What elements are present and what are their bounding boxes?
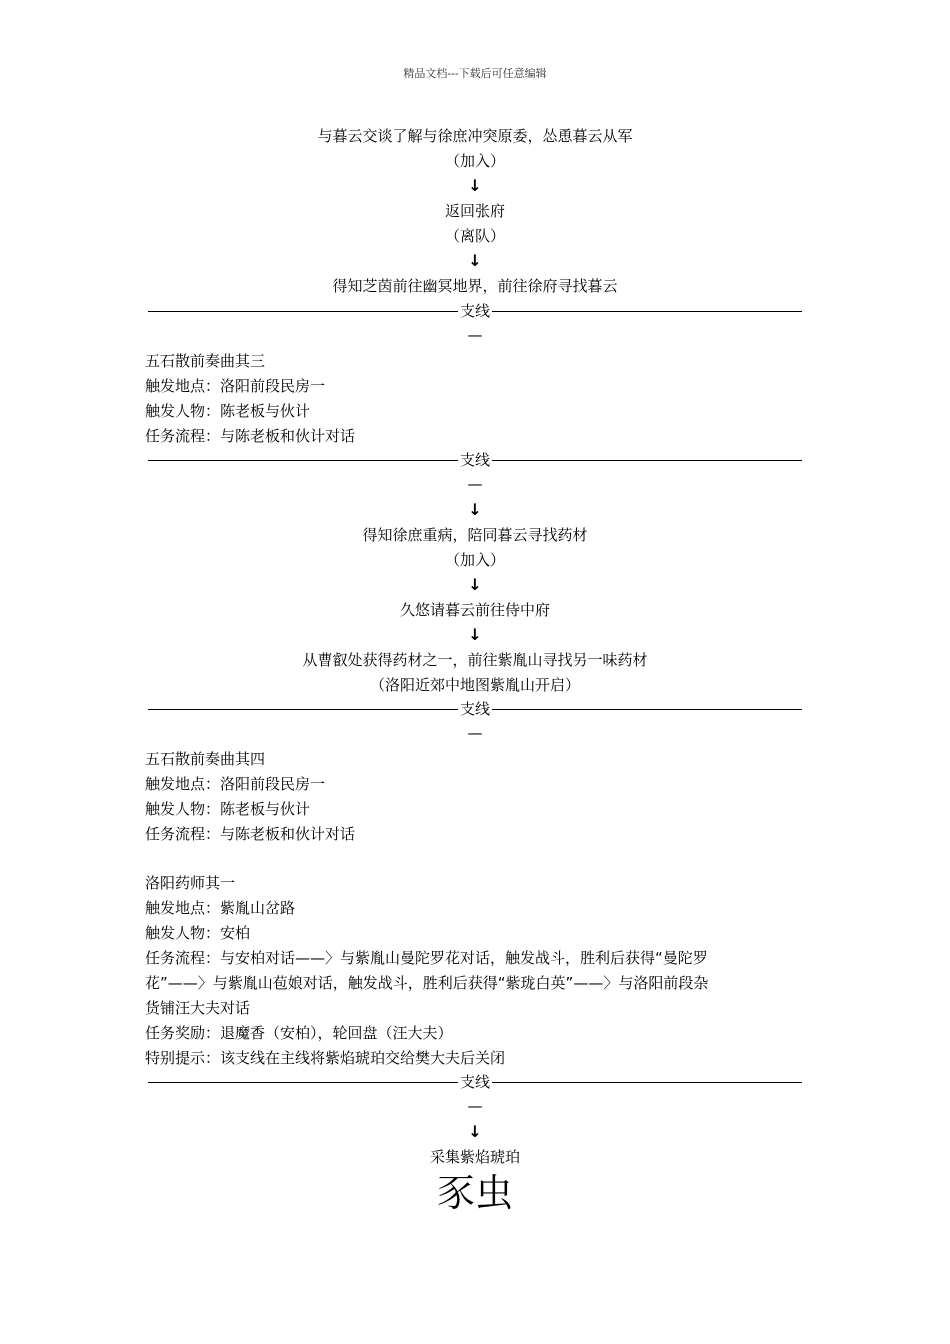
page-header: 精品文档---下载后可任意编辑 (403, 67, 547, 80)
quest-process: 花”——〉与紫胤山苞娘对话，触发战斗，胜利后获得“紫珑白英”——〉与洛阳前段杂 (145, 974, 709, 992)
flow-note: （离队） (444, 227, 505, 245)
divider-rule (492, 709, 802, 710)
quest-process: 任务流程：与安柏对话——〉与紫胤山曼陀罗花对话，触发战斗，胜利后获得“曼陀罗 (145, 949, 708, 967)
flow-step: 久悠请暮云前往侍中府 (399, 601, 550, 619)
quest-npc: 触发人物：陈老板与伙计 (145, 402, 311, 420)
divider-tail: — (467, 475, 483, 493)
divider-label: 支线 (460, 1073, 491, 1091)
divider-rule (492, 311, 802, 312)
quest-process: 任务流程：与陈老板和伙计对话 (145, 825, 356, 843)
divider-tail: — (467, 724, 483, 742)
divider-label: 支线 (460, 302, 491, 320)
divider-rule (148, 460, 458, 461)
quest-reward: 任务奖励：退魔香（安柏），轮回盘（汪大夫） (145, 1024, 453, 1042)
quest-location: 触发地点：紫胤山岔路 (145, 899, 296, 917)
quest-title: 五石散前奏曲其四 (145, 750, 266, 768)
quest-location: 触发地点：洛阳前段民房一 (145, 377, 326, 395)
divider-rule (492, 1082, 802, 1083)
flow-step: 得知芝茵前往幽冥地界，前往徐府寻找暮云 (332, 277, 618, 295)
quest-process: 任务流程：与陈老板和伙计对话 (145, 427, 356, 445)
flow-step: 采集紫焰琥珀 (429, 1148, 520, 1166)
divider-tail: — (467, 326, 483, 344)
flow-step: 返回张府 (444, 202, 505, 220)
flow-note: （加入） (444, 551, 505, 569)
divider-tail: — (467, 1097, 483, 1115)
down-arrow-icon: ↓ (468, 251, 482, 270)
quest-title: 五石散前奏曲其三 (145, 352, 266, 370)
flow-note: （加入） (444, 152, 505, 170)
quest-npc: 触发人物：陈老板与伙计 (145, 800, 311, 818)
divider-rule (148, 709, 458, 710)
flow-step: 得知徐庶重病，陪同暮云寻找药材 (362, 526, 588, 544)
down-arrow-icon: ↓ (468, 1122, 482, 1141)
down-arrow-icon: ↓ (468, 500, 482, 519)
divider-label: 支线 (460, 451, 491, 469)
quest-title: 洛阳药师其一 (145, 874, 236, 892)
divider-rule (148, 311, 458, 312)
branch-divider (148, 699, 802, 719)
branch-divider (148, 1072, 802, 1092)
large-heading: 豕虫 (436, 1171, 513, 1215)
flow-step: 从曹叡处获得药材之一，前往紫胤山寻找另一味药材 (302, 651, 648, 669)
divider-label: 支线 (460, 700, 491, 718)
down-arrow-icon: ↓ (468, 575, 482, 594)
divider-rule (492, 460, 802, 461)
quest-process: 货铺汪大夫对话 (145, 999, 251, 1017)
down-arrow-icon: ↓ (468, 625, 482, 644)
down-arrow-icon: ↓ (468, 176, 482, 195)
flow-step: 与暮云交谈了解与徐庶冲突原委，怂恿暮云从军 (317, 127, 633, 145)
quest-hint: 特别提示：该支线在主线将紫焰琥珀交给樊大夫后关闭 (145, 1049, 506, 1067)
divider-rule (148, 1082, 458, 1083)
quest-npc: 触发人物：安柏 (145, 924, 251, 942)
branch-divider (148, 450, 802, 470)
flow-note: （洛阳近郊中地图紫胤山开启） (369, 676, 580, 694)
quest-location: 触发地点：洛阳前段民房一 (145, 775, 326, 793)
branch-divider (148, 301, 802, 321)
